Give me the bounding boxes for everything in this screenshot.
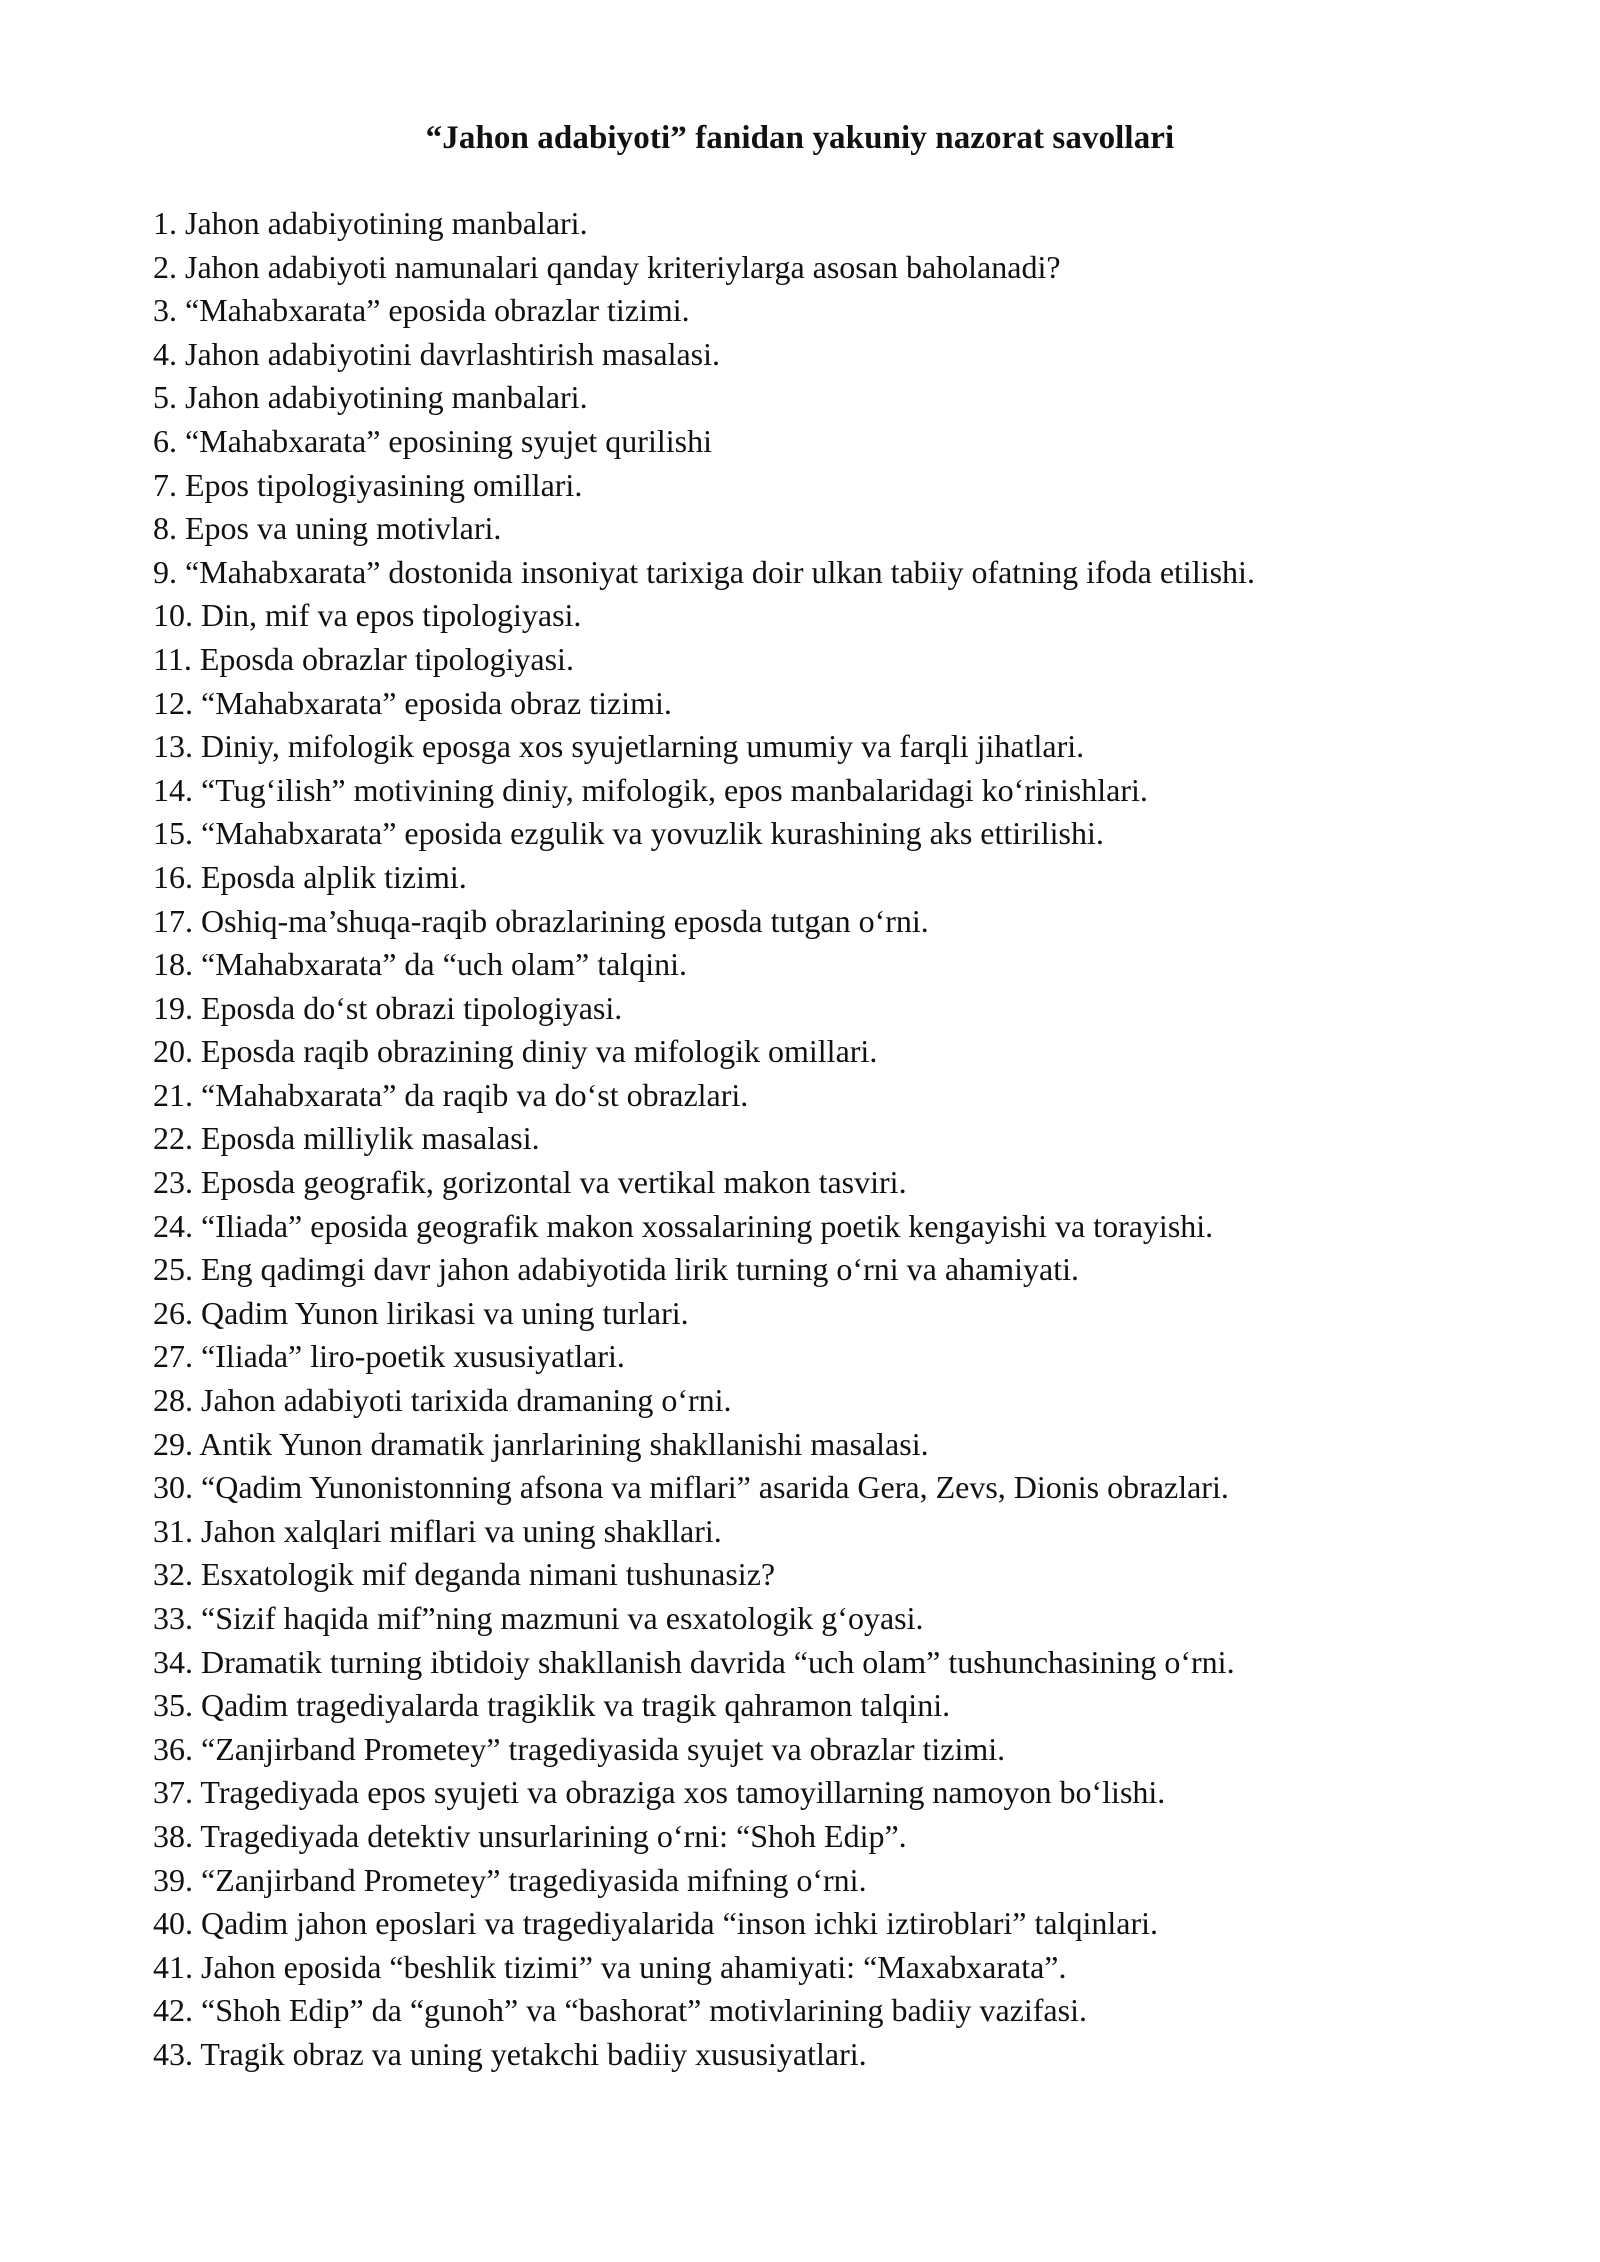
question-item: 29. Antik Yunon dramatik janrlarining shakllanishi masalasi. [153, 1425, 929, 1462]
question-item: 33. “Sizif haqida mif”ning mazmuni va esxatologik g‘oyasi. [153, 1600, 924, 1636]
question-item: 9. “Mahabxarata” dostonida insoniyat tarixiga doir ulkan tabiiy ofatning ifoda etilishi. [153, 553, 1255, 590]
question-item: 15. “Mahabxarata” eposida ezgulik va yovuzlik kurashining aks ettirilishi. [153, 815, 1104, 852]
question-item: 1. Jahon adabiyotining manbalari. [153, 205, 588, 241]
question-item: 10. Din, mif va epos tipologiyasi. [153, 597, 582, 634]
question-item: 4. Jahon adabiyotini davrlashtirish masalasi. [153, 335, 720, 372]
question-item: 12. “Mahabxarata” eposida obraz tizimi. [153, 684, 672, 721]
question-item: 17. Oshiq-ma’shuqa-raqib obrazlarining eposda tutgan o‘rni. [153, 902, 929, 939]
question-item: 35. Qadim tragediyalarda tragiklik va tragik qahramon talqini. [153, 1687, 951, 1724]
document-title: “Jahon adabiyoti” fanidan yakuniy nazorat savollari [425, 120, 1175, 156]
question-list [153, 202, 1449, 2077]
question-item: 41. Jahon eposida “beshlik tizimi” va uning ahamiyati: “Maxabxarata”. [153, 1948, 1067, 1985]
question-item: 7. Epos tipologiyasining omillari. [153, 466, 583, 503]
question-item: 42. “Shoh Edip” da “gunoh” va “bashorat” motivlarining badiiy vazifasi. [153, 1992, 1087, 2029]
question-item: 19. Eposda do‘st obrazi tipologiyasi. [153, 989, 623, 1026]
question-item: 13. Diniy, mifologik eposga xos syujetlarning umumiy va farqli jihatlari. [153, 728, 1085, 765]
question-item: 25. Eng qadimgi davr jahon adabiyotida lirik turning o‘rni va ahamiyati. [153, 1251, 1079, 1288]
question-item: 18. “Mahabxarata” da “uch olam” talqini. [153, 946, 687, 983]
question-item: 32. Esxatologik mif deganda nimani tushunasiz? [153, 1556, 776, 1593]
question-item: 23. Eposda geografik, gorizontal va vertikal makon tasviri. [153, 1164, 907, 1201]
question-item: 26. Qadim Yunon lirikasi va uning turlari. [153, 1294, 689, 1331]
question-item: 27. “Iliada” liro-poetik xususiyatlari. [153, 1338, 625, 1375]
question-item: 3. “Mahabxarata” eposida obrazlar tizimi. [153, 292, 690, 329]
question-item: 22. Eposda milliylik masalasi. [153, 1120, 540, 1157]
question-item: 5. Jahon adabiyotining manbalari. [153, 379, 588, 416]
question-item: 8. Epos va uning motivlari. [153, 510, 502, 547]
question-item: 39. “Zanjirband Prometey” tragediyasida mifning o‘rni. [153, 1861, 867, 1898]
question-item: 38. Tragediyada detektiv unsurlarining o‘rni: “Shoh Edip”. [153, 1817, 907, 1854]
question-item: 40. Qadim jahon eposlari va tragediyalarida “inson ichki iztiroblari” talqinlari. [153, 1905, 1158, 1942]
question-item: 30. “Qadim Yunonistonning afsona va miflari” asarida Gera, Zevs, Dionis obrazlari. [153, 1469, 1229, 1506]
question-item: 6. “Mahabxarata” eposining syujet qurilishi [153, 422, 712, 459]
question-item: 21. “Mahabxarata” da raqib va do‘st obrazlari. [153, 1076, 749, 1113]
question-item: 37. Tragediyada epos syujeti va obraziga xos tamoyillarning namoyon bo‘lishi. [153, 1774, 1166, 1811]
question-item: 11. Eposda obrazlar tipologiyasi. [153, 640, 574, 677]
question-item: 20. Eposda raqib obrazining diniy va mifologik omillari. [153, 1033, 878, 1070]
question-item: 36. “Zanjirband Prometey” tragediyasida syujet va obrazlar tizimi. [153, 1730, 1006, 1767]
question-item: 24. “Iliada” eposida geografik makon xossalarining poetik kengayishi va torayishi. [153, 1207, 1214, 1244]
question-item: 28. Jahon adabiyoti tarixida dramaning o‘rni. [153, 1382, 732, 1419]
question-item: 34. Dramatik turning ibtidoiy shakllanish davrida “uch olam” tushunchasining o‘rni. [153, 1643, 1235, 1680]
question-item: 43. Tragik obraz va uning yetakchi badiiy xususiyatlari. [153, 2035, 867, 2072]
question-item: 31. Jahon xalqlari miflari va uning shakllari. [153, 1512, 722, 1549]
question-item: 2. Jahon adabiyoti namunalari qanday kriteriylarga asosan baholanadi? [153, 248, 1061, 285]
question-item: 14. “Tug‘ilish” motivining diniy, mifologik, epos manbalaridagi ko‘rinishlari. [153, 771, 1148, 808]
question-item: 16. Eposda alplik tizimi. [153, 858, 467, 895]
